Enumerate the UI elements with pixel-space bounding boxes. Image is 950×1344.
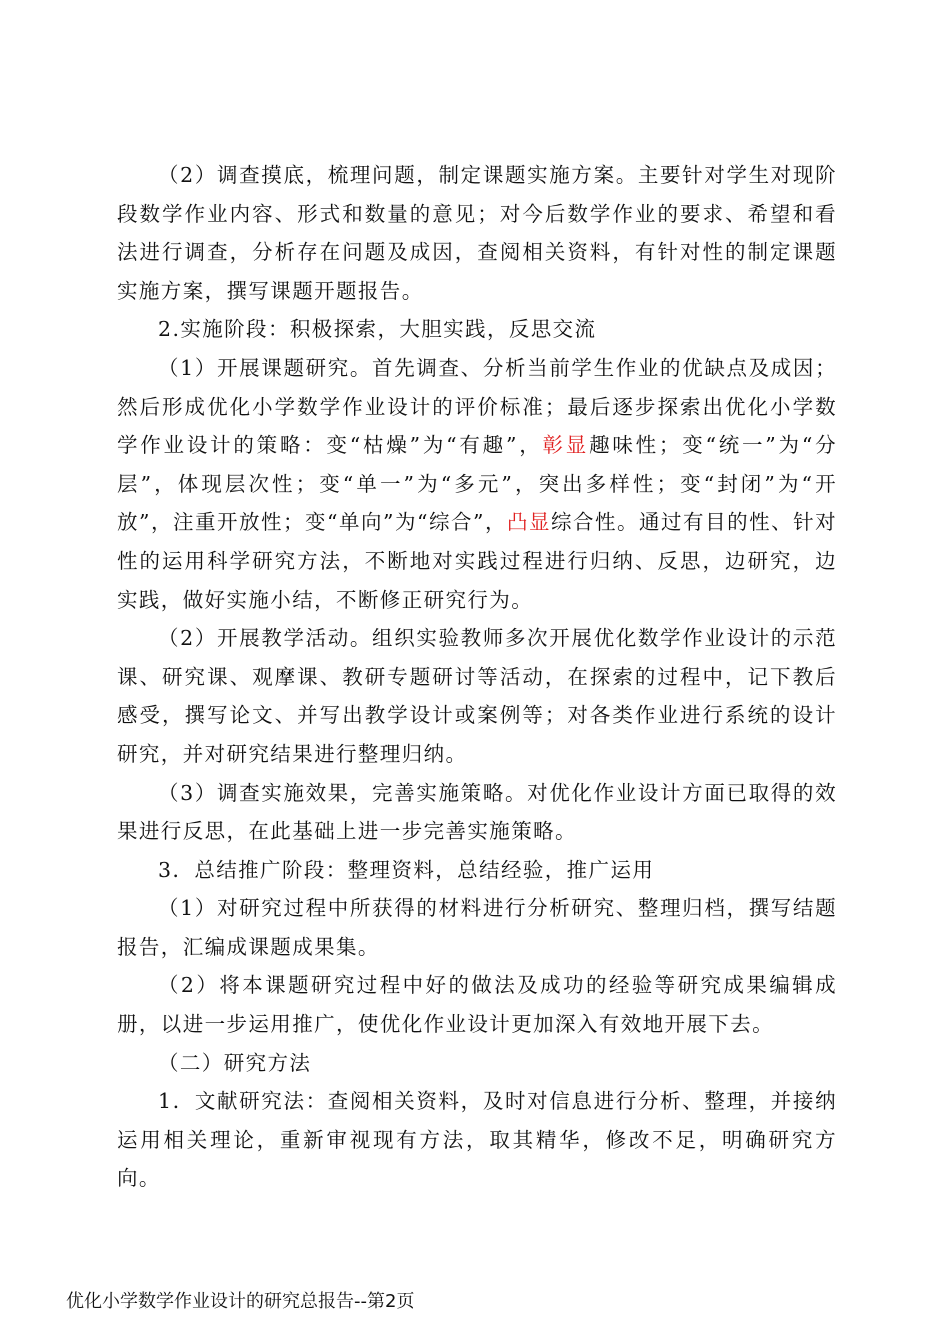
highlight-word-2: 凸显 — [507, 510, 552, 535]
paragraph-teaching-activities: （2）开展教学活动。组织实验教师多次开展优化数学作业设计的示范课、研究课、观摩课、教研专题研讨等活动，在探索的过程中，记下教后感受，撰写论文、并写出教学设计或案例等；对各类作业进行系统的设计研究，并对研究结果进行整理归纳。 — [117, 626, 837, 766]
heading-summary-stage: 3．总结推广阶段：整理资料，总结经验，推广运用 — [158, 857, 655, 882]
heading-implementation-stage: 2.实施阶段：积极探索，大胆实践，反思交流 — [158, 317, 597, 342]
paragraph-research-project — [117, 349, 837, 619]
paragraph-research-text-1: （1）开展课题研究。首先调查、分析当前学生作业的优缺点及成因；然后形成优化小学数学作业设计的评价标准；最后逐步探索出优化小学数学作业设计的策略：变“枯燥”为“有趣”， — [117, 355, 837, 458]
paragraph-analysis-archive: （1）对研究过程中所获得的材料进行分析研究、整理归档，撰写结题报告，汇编成课题成果集。 — [117, 896, 837, 959]
paragraph-compile-promote: （2）将本课题研究过程中好的做法及成功的经验等研究成果编辑成册，以进一步运用推广，使优化作业设计更加深入有效地开展下去。 — [117, 973, 837, 1037]
highlight-word-1: 彰显 — [542, 433, 590, 458]
paragraph-research-text-2: 趣味性；变“统一”为“分层”，体现层次性；变“单一”为“多元”，突出多样性；变“封闭”为“开放”，注重开放性；变“单向”为“综合”， — [117, 433, 837, 535]
page-footer: 优化小学数学作业设计的研究总报告--第2页 — [66, 1291, 415, 1312]
document-body — [117, 156, 837, 1198]
paragraph-survey: （2）调查摸底，梳理问题，制定课题实施方案。主要针对学生对现阶段数学作业内容、形式和数量的意见；对今后数学作业的要求、希望和看法进行调查，分析存在问题及成因，查阅相关资料，有针对性的制定课题实施方案，撰写课题开题报告。 — [117, 163, 837, 303]
paragraph-literature-method: 1．文献研究法：查阅相关资料，及时对信息进行分析、整理，并接纳运用相关理论，重新审视现有方法，取其精华，修改不足，明确研究方向。 — [117, 1089, 837, 1191]
paragraph-survey-effects: （3）调查实施效果，完善实施策略。对优化作业设计方面已取得的效果进行反思，在此基础上进一步完善实施策略。 — [117, 780, 837, 844]
heading-research-methods: （二）研究方法 — [158, 1050, 312, 1075]
paragraph-research-text-3: 综合性。通过有目的性、针对性的运用科学研究方法，不断地对实践过程进行归纳、反思，边研究，边实践，做好实施小结，不断修正研究行为。 — [117, 510, 837, 612]
